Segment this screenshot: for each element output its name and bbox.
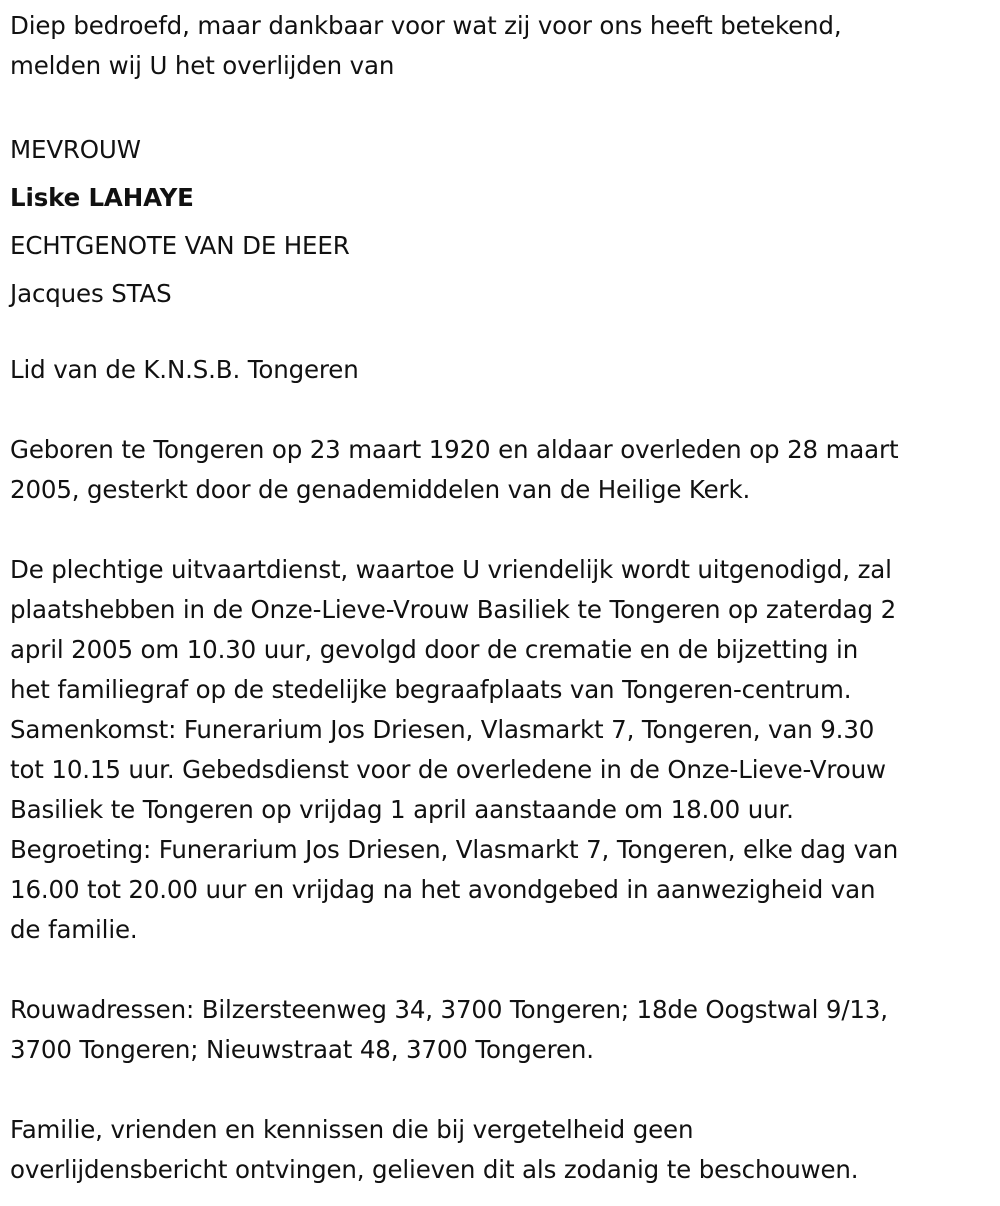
closing-line: Familie, vrienden en kennissen die bij vergetelheid geen [10, 1115, 694, 1144]
birth-death-line: 2005, gesterkt door de genademiddelen van de Heilige Kerk. [10, 475, 751, 504]
birth-death-paragraph [10, 430, 992, 510]
deceased-name: Liske LAHAYE [10, 183, 194, 212]
obituary-notice [10, 6, 992, 1190]
intro-line: melden wij U het overlijden van [10, 51, 395, 80]
paragraph-gap [10, 390, 992, 430]
address-line: Rouwadressen: Bilzersteenweg 34, 3700 Tongeren; 18de Oogstwal 9/13, [10, 995, 888, 1024]
paragraph-gap [10, 86, 992, 126]
ceremony-line: 16.00 tot 20.00 uur en vrijdag na het avondgebed in aanwezigheid van [10, 875, 876, 904]
ceremony-line: het familiegraf op de stedelijke begraafplaats van Tongeren-centrum. [10, 675, 852, 704]
ceremony-paragraph [10, 550, 992, 950]
intro-line: Diep bedroefd, maar dankbaar voor wat zij voor ons heeft betekend, [10, 11, 842, 40]
intro-paragraph [10, 6, 992, 86]
ceremony-line: de familie. [10, 915, 138, 944]
birth-death-line: Geboren te Tongeren op 23 maart 1920 en aldaar overleden op 28 maart [10, 435, 899, 464]
ceremony-line: plaatshebben in de Onze-Lieve-Vrouw Basiliek te Tongeren op zaterdag 2 [10, 595, 897, 624]
deceased-block [10, 126, 992, 318]
address-line: 3700 Tongeren; Nieuwstraat 48, 3700 Tongeren. [10, 1035, 594, 1064]
ceremony-line: Basiliek te Tongeren op vrijdag 1 april aanstaande om 18.00 uur. [10, 795, 794, 824]
ceremony-line: tot 10.15 uur. Gebedsdienst voor de overledene in de Onze-Lieve-Vrouw [10, 755, 886, 784]
closing-line: overlijdensbericht ontvingen, gelieven dit als zodanig te beschouwen. [10, 1155, 859, 1184]
spouse-name: Jacques STAS [10, 279, 172, 308]
paragraph-gap [10, 318, 992, 350]
paragraph-gap [10, 510, 992, 550]
ceremony-line: Begroeting: Funerarium Jos Driesen, Vlasmarkt 7, Tongeren, elke dag van [10, 835, 899, 864]
paragraph-gap [10, 950, 992, 990]
deceased-relation: ECHTGENOTE VAN DE HEER [10, 231, 350, 260]
ceremony-line: Samenkomst: Funerarium Jos Driesen, Vlasmarkt 7, Tongeren, van 9.30 [10, 715, 875, 744]
closing-paragraph [10, 1110, 992, 1190]
paragraph-gap [10, 1070, 992, 1110]
ceremony-line: De plechtige uitvaartdienst, waartoe U vriendelijk wordt uitgenodigd, zal [10, 555, 892, 584]
ceremony-line: april 2005 om 10.30 uur, gevolgd door de crematie en de bijzetting in [10, 635, 859, 664]
addresses-paragraph [10, 990, 992, 1070]
membership-paragraph: Lid van de K.N.S.B. Tongeren [10, 355, 359, 384]
deceased-title: MEVROUW [10, 135, 141, 164]
